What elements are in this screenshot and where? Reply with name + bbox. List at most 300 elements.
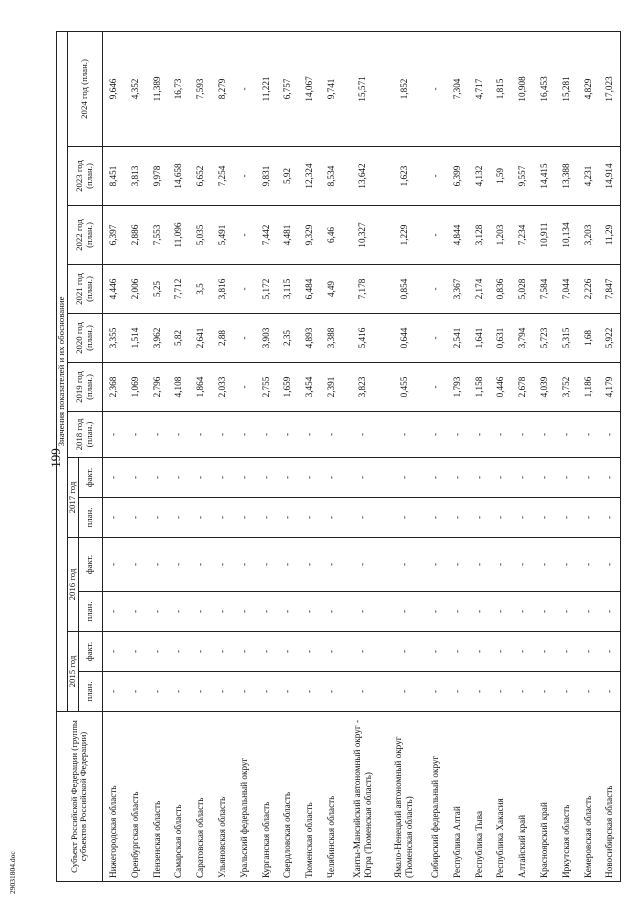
subject-name-cell: Ямало-Ненецкий автономный округ (Тюменская область) bbox=[383, 712, 424, 882]
value-cell: - bbox=[511, 672, 533, 712]
value-cell: - bbox=[599, 632, 621, 672]
table-row bbox=[255, 31, 277, 881]
value-cell: 5,315 bbox=[555, 314, 577, 363]
value-cell: 4,717 bbox=[468, 31, 490, 146]
value-cell: 1,793 bbox=[446, 363, 468, 412]
value-cell: - bbox=[320, 592, 342, 632]
value-cell: 13,642 bbox=[342, 147, 383, 206]
value-cell: 5,723 bbox=[533, 314, 555, 363]
value-cell: - bbox=[299, 538, 321, 592]
value-cell: - bbox=[299, 412, 321, 458]
value-cell: - bbox=[146, 498, 168, 538]
value-cell: 14,658 bbox=[168, 147, 190, 206]
value-cell: - bbox=[383, 538, 424, 592]
table-row bbox=[555, 31, 577, 881]
value-cell: - bbox=[233, 632, 255, 672]
value-cell: - bbox=[255, 672, 277, 712]
value-cell: - bbox=[190, 458, 212, 498]
value-cell: - bbox=[424, 265, 446, 314]
year-2022-header: 2022 год (план.) bbox=[67, 206, 102, 265]
value-cell: 4,481 bbox=[277, 206, 299, 265]
value-cell: - bbox=[233, 672, 255, 712]
value-cell: - bbox=[233, 147, 255, 206]
value-cell: 14,914 bbox=[599, 147, 621, 206]
fact-2016-header: факт. bbox=[78, 538, 102, 592]
value-cell: - bbox=[233, 538, 255, 592]
value-cell: - bbox=[533, 632, 555, 672]
value-cell: 1,59 bbox=[490, 147, 512, 206]
value-cell: 3,367 bbox=[446, 265, 468, 314]
value-cell: 2,88 bbox=[211, 314, 233, 363]
value-cell: - bbox=[446, 538, 468, 592]
value-cell: - bbox=[342, 412, 383, 458]
table-row bbox=[102, 31, 124, 881]
table-row bbox=[446, 31, 468, 881]
value-cell: 2,886 bbox=[124, 206, 146, 265]
value-cell: 4,844 bbox=[446, 206, 468, 265]
value-cell: 6,484 bbox=[299, 265, 321, 314]
value-cell: 4,446 bbox=[102, 265, 124, 314]
subject-name-cell: Красноярский край bbox=[533, 712, 555, 882]
value-cell: - bbox=[490, 412, 512, 458]
subject-name-cell: Саратовская область bbox=[190, 712, 212, 882]
value-cell: - bbox=[468, 498, 490, 538]
value-cell: - bbox=[424, 632, 446, 672]
value-cell: - bbox=[599, 458, 621, 498]
value-cell: 1,641 bbox=[468, 314, 490, 363]
value-cell: 3,823 bbox=[342, 363, 383, 412]
value-cell: - bbox=[146, 458, 168, 498]
value-cell: - bbox=[233, 314, 255, 363]
value-cell: - bbox=[555, 412, 577, 458]
year-2020-header: 2020 год (план.) bbox=[67, 314, 102, 363]
value-cell: - bbox=[533, 538, 555, 592]
value-cell: 3,5 bbox=[190, 265, 212, 314]
table-row bbox=[599, 31, 621, 881]
value-cell: 10,908 bbox=[511, 31, 533, 146]
value-cell: - bbox=[299, 458, 321, 498]
value-cell: 5,416 bbox=[342, 314, 383, 363]
value-cell: - bbox=[124, 632, 146, 672]
value-cell: - bbox=[299, 592, 321, 632]
value-cell: 3,816 bbox=[211, 265, 233, 314]
value-cell: 4,352 bbox=[124, 31, 146, 146]
value-cell: 1,069 bbox=[124, 363, 146, 412]
value-cell: - bbox=[511, 632, 533, 672]
fact-2017-header: факт. bbox=[78, 458, 102, 498]
value-cell: - bbox=[277, 498, 299, 538]
value-cell: - bbox=[277, 592, 299, 632]
value-cell: - bbox=[490, 632, 512, 672]
value-cell: 2,541 bbox=[446, 314, 468, 363]
value-cell: - bbox=[168, 498, 190, 538]
value-cell: 1,203 bbox=[490, 206, 512, 265]
value-cell: 2,796 bbox=[146, 363, 168, 412]
value-cell: 2,033 bbox=[211, 363, 233, 412]
value-cell: - bbox=[383, 498, 424, 538]
value-cell: - bbox=[342, 538, 383, 592]
value-cell: - bbox=[424, 31, 446, 146]
value-cell: 1,864 bbox=[190, 363, 212, 412]
subject-name-cell: Ханты-Мансийский автономный округ - Югра (Тюменская область) bbox=[342, 712, 383, 882]
value-cell: - bbox=[424, 672, 446, 712]
value-cell: - bbox=[320, 498, 342, 538]
value-cell: 5,25 bbox=[146, 265, 168, 314]
value-cell: 8,451 bbox=[102, 147, 124, 206]
value-cell: 4,49 bbox=[320, 265, 342, 314]
year-2021-header: 2021 год (план.) bbox=[67, 265, 102, 314]
value-cell: - bbox=[168, 412, 190, 458]
value-cell: - bbox=[233, 458, 255, 498]
table-row bbox=[383, 31, 424, 881]
value-cell: - bbox=[320, 458, 342, 498]
subject-name-cell: Новосибирская область bbox=[599, 712, 621, 882]
value-cell: - bbox=[277, 672, 299, 712]
value-cell: - bbox=[490, 672, 512, 712]
value-cell: 15,571 bbox=[342, 31, 383, 146]
value-cell: 1,158 bbox=[468, 363, 490, 412]
subject-name-cell: Оренбургская область bbox=[124, 712, 146, 882]
value-cell: 3,903 bbox=[255, 314, 277, 363]
value-cell: 0,644 bbox=[383, 314, 424, 363]
value-cell: - bbox=[468, 592, 490, 632]
value-cell: - bbox=[424, 363, 446, 412]
value-cell: 7,234 bbox=[511, 206, 533, 265]
value-cell: 13,388 bbox=[555, 147, 577, 206]
value-cell: - bbox=[190, 592, 212, 632]
table-header bbox=[57, 31, 103, 881]
value-cell: 7,442 bbox=[255, 206, 277, 265]
value-cell: - bbox=[555, 672, 577, 712]
value-cell: - bbox=[490, 498, 512, 538]
value-cell: - bbox=[555, 458, 577, 498]
value-cell: - bbox=[511, 498, 533, 538]
value-cell: 8,534 bbox=[320, 147, 342, 206]
value-cell: - bbox=[190, 412, 212, 458]
value-cell: - bbox=[146, 412, 168, 458]
value-cell: - bbox=[424, 314, 446, 363]
value-cell: 3,962 bbox=[146, 314, 168, 363]
value-cell: - bbox=[124, 538, 146, 592]
subject-name-cell: Тюменская область bbox=[299, 712, 321, 882]
value-cell: - bbox=[299, 632, 321, 672]
value-cell: 1,815 bbox=[490, 31, 512, 146]
page-number: 199 bbox=[48, 448, 63, 468]
table-row bbox=[533, 31, 555, 881]
value-cell: 3,794 bbox=[511, 314, 533, 363]
value-cell: - bbox=[342, 632, 383, 672]
value-cell: - bbox=[211, 672, 233, 712]
value-cell: - bbox=[424, 538, 446, 592]
value-cell: 1,229 bbox=[383, 206, 424, 265]
subject-name-cell: Нижегородская область bbox=[102, 712, 124, 882]
value-cell: - bbox=[342, 498, 383, 538]
value-cell: 6,652 bbox=[190, 147, 212, 206]
value-cell: - bbox=[190, 632, 212, 672]
value-cell: - bbox=[511, 458, 533, 498]
value-cell: 6,397 bbox=[102, 206, 124, 265]
value-cell: - bbox=[124, 592, 146, 632]
value-cell: 9,646 bbox=[102, 31, 124, 146]
value-cell: 7,044 bbox=[555, 265, 577, 314]
plan-2015-header: план. bbox=[78, 672, 102, 712]
value-cell: 0,836 bbox=[490, 265, 512, 314]
value-cell: - bbox=[124, 458, 146, 498]
value-cell: - bbox=[168, 538, 190, 592]
value-cell: 2,174 bbox=[468, 265, 490, 314]
value-cell: - bbox=[342, 458, 383, 498]
value-cell: - bbox=[102, 672, 124, 712]
subject-name-cell: Иркутская область bbox=[555, 712, 577, 882]
year-2023-header: 2023 год (план.) bbox=[67, 147, 102, 206]
value-cell: 7,584 bbox=[533, 265, 555, 314]
year-2016-header: 2016 год bbox=[67, 538, 78, 632]
value-cell: 14,415 bbox=[533, 147, 555, 206]
value-cell: 9,978 bbox=[146, 147, 168, 206]
value-cell: - bbox=[102, 412, 124, 458]
value-cell: 15,281 bbox=[555, 31, 577, 146]
value-cell: - bbox=[383, 458, 424, 498]
value-cell: - bbox=[599, 412, 621, 458]
value-cell: - bbox=[383, 592, 424, 632]
value-cell: - bbox=[490, 458, 512, 498]
value-cell: 5,028 bbox=[511, 265, 533, 314]
value-cell: - bbox=[533, 412, 555, 458]
value-cell: 0,455 bbox=[383, 363, 424, 412]
value-cell: - bbox=[168, 458, 190, 498]
value-cell: - bbox=[190, 498, 212, 538]
value-cell: - bbox=[446, 672, 468, 712]
value-cell: - bbox=[277, 538, 299, 592]
subject-name-cell: Челябинская область bbox=[320, 712, 342, 882]
value-cell: 11,389 bbox=[146, 31, 168, 146]
value-cell: 8,279 bbox=[211, 31, 233, 146]
value-cell: - bbox=[255, 458, 277, 498]
value-cell: - bbox=[146, 538, 168, 592]
value-cell: - bbox=[124, 412, 146, 458]
table-row bbox=[320, 31, 342, 881]
value-cell: - bbox=[102, 538, 124, 592]
table-row bbox=[577, 31, 599, 881]
value-cell: - bbox=[102, 592, 124, 632]
plan-2016-header: план. bbox=[78, 592, 102, 632]
value-cell: 12,324 bbox=[299, 147, 321, 206]
value-cell: - bbox=[511, 412, 533, 458]
value-cell: - bbox=[233, 363, 255, 412]
value-cell: 4,039 bbox=[533, 363, 555, 412]
footer-filename: 29031804.doc bbox=[8, 851, 17, 894]
value-cell: 10,327 bbox=[342, 206, 383, 265]
value-cell: 10,911 bbox=[533, 206, 555, 265]
value-cell: 0,854 bbox=[383, 265, 424, 314]
value-cell: - bbox=[383, 672, 424, 712]
value-cell: - bbox=[424, 147, 446, 206]
value-cell: 9,557 bbox=[511, 147, 533, 206]
table-row bbox=[511, 31, 533, 881]
value-cell: 3,454 bbox=[299, 363, 321, 412]
value-cell: 3,203 bbox=[577, 206, 599, 265]
value-cell: - bbox=[255, 592, 277, 632]
value-cell: - bbox=[320, 412, 342, 458]
value-cell: - bbox=[424, 498, 446, 538]
value-cell: 1,623 bbox=[383, 147, 424, 206]
subject-name-cell: Алтайский край bbox=[511, 712, 533, 882]
value-cell: 4,893 bbox=[299, 314, 321, 363]
subject-column-header: Субъект Российской Федерации (группы субъектов Российской Федерации) bbox=[57, 712, 103, 882]
value-cell: 2,678 bbox=[511, 363, 533, 412]
value-cell: 5,035 bbox=[190, 206, 212, 265]
subject-name-cell: Сибирский федеральный округ bbox=[424, 712, 446, 882]
year-2015-header: 2015 год bbox=[67, 632, 78, 712]
value-cell: - bbox=[168, 592, 190, 632]
value-cell: - bbox=[468, 672, 490, 712]
value-cell: - bbox=[233, 412, 255, 458]
table-row bbox=[168, 31, 190, 881]
value-cell: 4,231 bbox=[577, 147, 599, 206]
value-cell: - bbox=[383, 412, 424, 458]
value-cell: - bbox=[190, 672, 212, 712]
value-cell: - bbox=[320, 672, 342, 712]
value-cell: 9,831 bbox=[255, 147, 277, 206]
value-cell: 11,221 bbox=[255, 31, 277, 146]
value-cell: - bbox=[490, 538, 512, 592]
value-cell: 1,514 bbox=[124, 314, 146, 363]
value-cell: 1,659 bbox=[277, 363, 299, 412]
value-cell: - bbox=[577, 672, 599, 712]
value-cell: - bbox=[577, 592, 599, 632]
value-cell: - bbox=[424, 412, 446, 458]
value-cell: 4,132 bbox=[468, 147, 490, 206]
value-cell: 0,446 bbox=[490, 363, 512, 412]
value-cell: - bbox=[124, 498, 146, 538]
value-cell: - bbox=[468, 458, 490, 498]
value-cell: - bbox=[277, 632, 299, 672]
value-cell: 2,368 bbox=[102, 363, 124, 412]
indicator-table bbox=[56, 31, 621, 882]
value-cell: - bbox=[233, 498, 255, 538]
value-cell: 3,388 bbox=[320, 314, 342, 363]
subject-name-cell: Уральский федеральный округ bbox=[233, 712, 255, 882]
value-cell: - bbox=[146, 672, 168, 712]
value-cell: - bbox=[124, 672, 146, 712]
table-row bbox=[490, 31, 512, 881]
value-cell: 7,304 bbox=[446, 31, 468, 146]
value-cell: 2,006 bbox=[124, 265, 146, 314]
value-cell: 5,491 bbox=[211, 206, 233, 265]
value-cell: - bbox=[168, 632, 190, 672]
value-cell: - bbox=[555, 498, 577, 538]
value-cell: 3,128 bbox=[468, 206, 490, 265]
value-cell: 5,82 bbox=[168, 314, 190, 363]
value-cell: - bbox=[320, 538, 342, 592]
subject-name-cell: Курганская область bbox=[255, 712, 277, 882]
value-cell: - bbox=[533, 672, 555, 712]
value-cell: 6,757 bbox=[277, 31, 299, 146]
value-cell: - bbox=[102, 458, 124, 498]
value-cell: 7,254 bbox=[211, 147, 233, 206]
value-cell: - bbox=[446, 498, 468, 538]
table-body bbox=[102, 31, 620, 881]
value-cell: - bbox=[233, 265, 255, 314]
table-row bbox=[190, 31, 212, 881]
subject-name-cell: Свердловская область bbox=[277, 712, 299, 882]
value-cell: - bbox=[555, 632, 577, 672]
value-cell: - bbox=[211, 412, 233, 458]
value-cell: 5,172 bbox=[255, 265, 277, 314]
fact-2015-header: факт. bbox=[78, 632, 102, 672]
value-cell: - bbox=[342, 592, 383, 632]
table-row bbox=[146, 31, 168, 881]
value-cell: - bbox=[233, 592, 255, 632]
value-cell: - bbox=[424, 592, 446, 632]
value-cell: - bbox=[102, 632, 124, 672]
value-cell: - bbox=[599, 498, 621, 538]
value-cell: - bbox=[424, 206, 446, 265]
value-cell: - bbox=[299, 498, 321, 538]
values-group-header: Значения показателей и их обоснование bbox=[57, 31, 68, 711]
table-row bbox=[124, 31, 146, 881]
value-cell: 7,712 bbox=[168, 265, 190, 314]
value-cell: 2,35 bbox=[277, 314, 299, 363]
value-cell: 11,29 bbox=[599, 206, 621, 265]
value-cell: 0,631 bbox=[490, 314, 512, 363]
value-cell: - bbox=[233, 206, 255, 265]
year-2017-header: 2017 год bbox=[67, 458, 78, 538]
value-cell: 7,847 bbox=[599, 265, 621, 314]
value-cell: - bbox=[446, 592, 468, 632]
value-cell: 4,179 bbox=[599, 363, 621, 412]
value-cell: - bbox=[211, 498, 233, 538]
value-cell: 4,829 bbox=[577, 31, 599, 146]
value-cell: - bbox=[146, 592, 168, 632]
value-cell: - bbox=[446, 412, 468, 458]
value-cell: 9,329 bbox=[299, 206, 321, 265]
value-cell: - bbox=[211, 592, 233, 632]
value-cell: - bbox=[446, 632, 468, 672]
value-cell: 1,852 bbox=[383, 31, 424, 146]
value-cell: 2,226 bbox=[577, 265, 599, 314]
table-row bbox=[424, 31, 446, 881]
year-2024-header: 2024 год (план.) bbox=[67, 31, 102, 146]
value-cell: 3,752 bbox=[555, 363, 577, 412]
value-cell: 2,391 bbox=[320, 363, 342, 412]
value-cell: 16,453 bbox=[533, 31, 555, 146]
table-row bbox=[233, 31, 255, 881]
value-cell: - bbox=[168, 672, 190, 712]
value-cell: 9,741 bbox=[320, 31, 342, 146]
value-cell: - bbox=[555, 592, 577, 632]
value-cell: 7,178 bbox=[342, 265, 383, 314]
value-cell: 4,108 bbox=[168, 363, 190, 412]
value-cell: - bbox=[468, 538, 490, 592]
value-cell: 7,553 bbox=[146, 206, 168, 265]
value-cell: 5,922 bbox=[599, 314, 621, 363]
value-cell: 3,115 bbox=[277, 265, 299, 314]
value-cell: - bbox=[533, 592, 555, 632]
plan-2017-header: план. bbox=[78, 498, 102, 538]
value-cell: - bbox=[211, 632, 233, 672]
value-cell: - bbox=[577, 632, 599, 672]
subject-name-cell: Республика Тыва bbox=[468, 712, 490, 882]
subject-name-cell: Ульяновская область bbox=[211, 712, 233, 882]
value-cell: 6,46 bbox=[320, 206, 342, 265]
table-row bbox=[211, 31, 233, 881]
value-cell: - bbox=[468, 412, 490, 458]
subject-name-cell: Пензенская область bbox=[146, 712, 168, 882]
value-cell: 5,92 bbox=[277, 147, 299, 206]
value-cell: 3,813 bbox=[124, 147, 146, 206]
value-cell: - bbox=[255, 412, 277, 458]
